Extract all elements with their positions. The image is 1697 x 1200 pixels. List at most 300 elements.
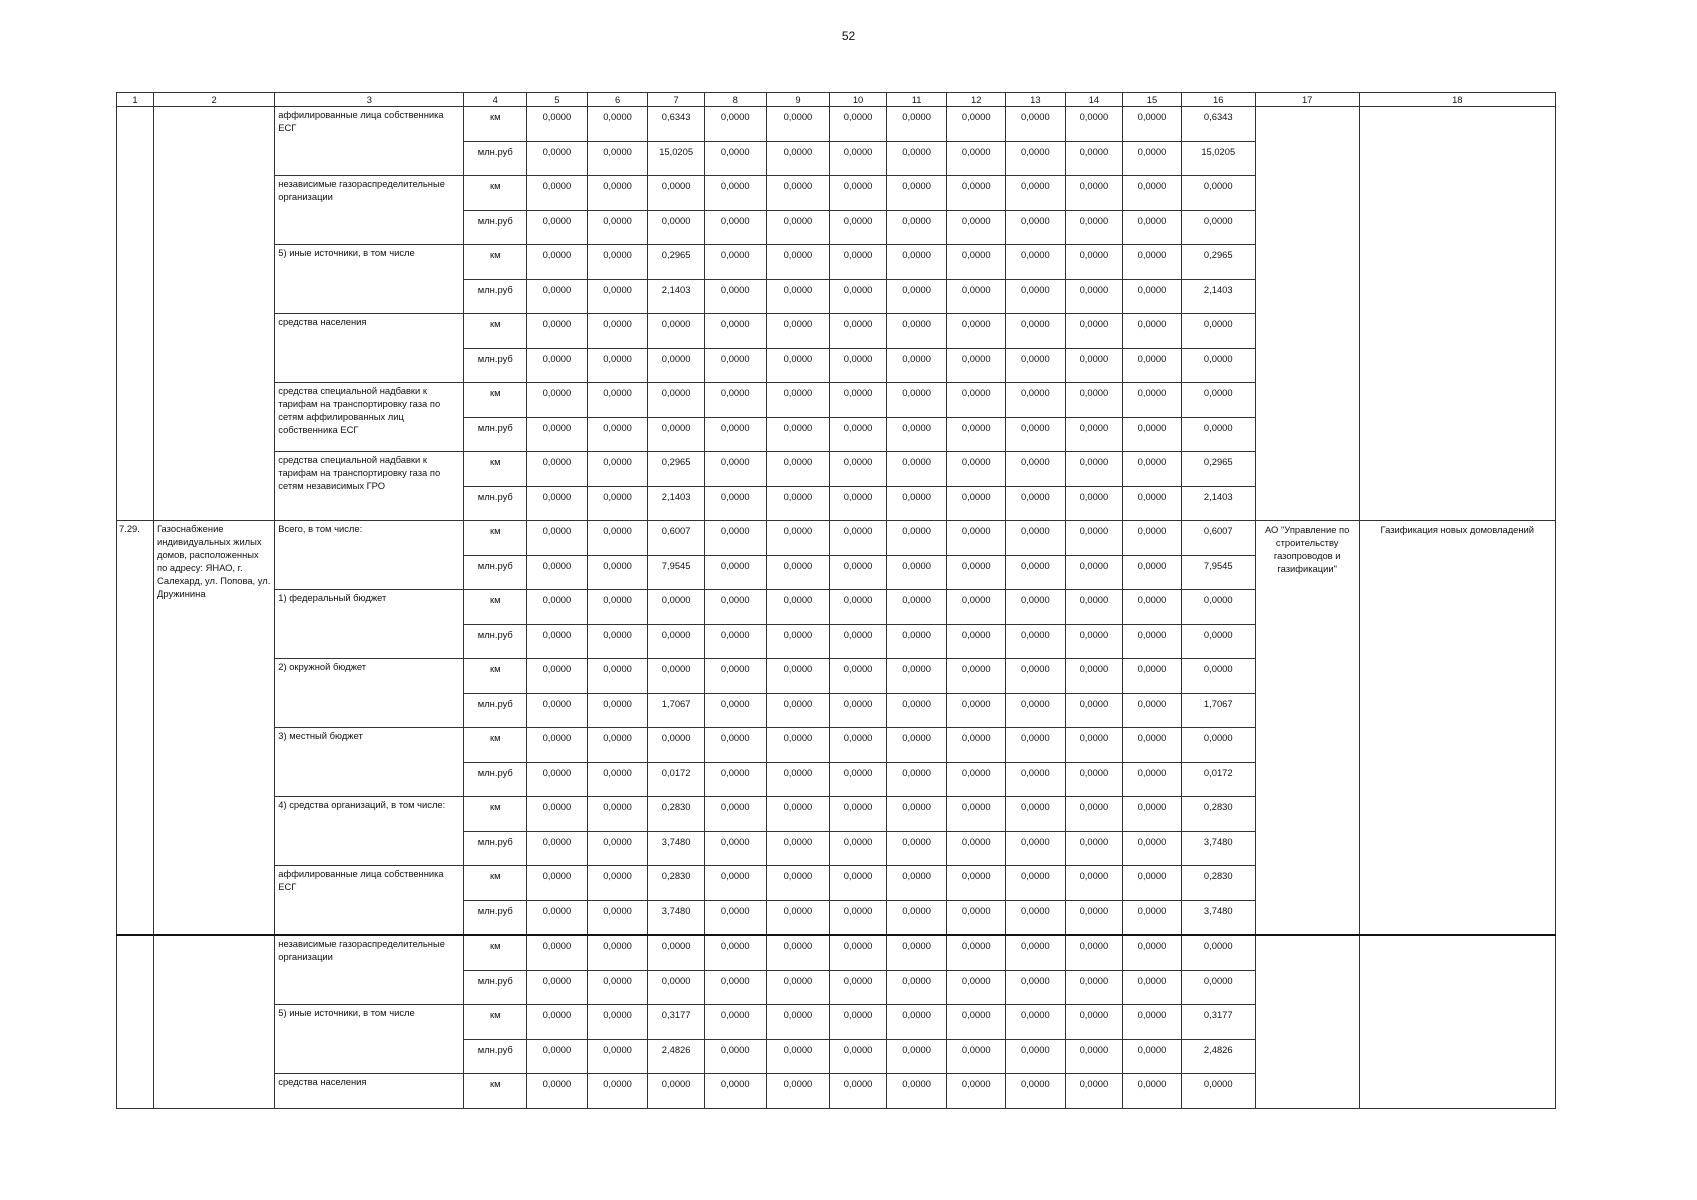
value-cell: 0,0000 (527, 418, 588, 452)
value-cell: 0,0000 (1006, 1074, 1066, 1109)
value-cell: 0,0000 (527, 797, 588, 832)
value-cell: 0,2965 (1181, 245, 1255, 280)
value-cell: 0,0000 (947, 314, 1006, 349)
unit-cell: млн.руб (464, 418, 527, 452)
value-cell: 0,0000 (830, 107, 887, 142)
value-cell: 0,0000 (704, 245, 766, 280)
value-cell: 0,0000 (587, 901, 648, 936)
value-cell: 0,0000 (648, 971, 705, 1005)
item-number-cell (117, 935, 154, 1109)
value-cell: 0,0000 (587, 694, 648, 728)
value-cell: 0,0000 (1006, 383, 1066, 418)
value-cell: 0,6007 (1181, 521, 1255, 556)
value-cell: 0,0000 (886, 418, 947, 452)
unit-cell: км (464, 452, 527, 487)
value-cell: 0,0000 (886, 763, 947, 797)
value-cell: 3,7480 (1181, 832, 1255, 866)
value-cell: 0,0000 (1181, 728, 1255, 763)
value-cell: 0,0000 (1123, 590, 1182, 625)
value-cell: 0,0000 (704, 625, 766, 659)
value-cell: 0,0000 (1123, 383, 1182, 418)
value-cell: 0,0000 (830, 349, 887, 383)
value-cell: 0,0000 (886, 314, 947, 349)
value-cell: 2,4826 (1181, 1040, 1255, 1074)
executor-cell (1255, 935, 1359, 1109)
value-cell: 0,0000 (648, 349, 705, 383)
unit-cell: млн.руб (464, 901, 527, 936)
value-cell: 0,0000 (587, 1005, 648, 1040)
value-cell: 0,0000 (587, 556, 648, 590)
value-cell: 0,0000 (1123, 176, 1182, 211)
value-cell: 0,0000 (704, 1074, 766, 1109)
value-cell: 0,0000 (648, 728, 705, 763)
value-cell: 0,0000 (1006, 176, 1066, 211)
value-cell: 0,0000 (1123, 521, 1182, 556)
value-cell: 0,0000 (527, 314, 588, 349)
value-cell: 0,0000 (527, 935, 588, 971)
value-cell: 0,0000 (587, 245, 648, 280)
value-cell: 0,0000 (1065, 211, 1123, 245)
value-cell: 0,0000 (766, 694, 830, 728)
value-cell: 0,0000 (1006, 971, 1066, 1005)
value-cell: 0,0000 (1065, 1005, 1123, 1040)
value-cell: 0,0000 (1123, 694, 1182, 728)
value-cell: 0,0000 (704, 797, 766, 832)
column-number-header: 2 (154, 93, 275, 107)
unit-cell: км (464, 1074, 527, 1109)
value-cell: 0,0000 (527, 590, 588, 625)
funding-source-label: 2) окружной бюджет (275, 659, 464, 728)
unit-cell: км (464, 590, 527, 625)
value-cell: 0,0000 (704, 728, 766, 763)
value-cell: 0,0000 (947, 349, 1006, 383)
value-cell: 0,0000 (766, 521, 830, 556)
unit-cell: км (464, 107, 527, 142)
value-cell: 0,0000 (1006, 245, 1066, 280)
value-cell: 2,4826 (648, 1040, 705, 1074)
value-cell: 0,0000 (527, 521, 588, 556)
value-cell: 0,0000 (886, 728, 947, 763)
value-cell: 0,0000 (648, 1074, 705, 1109)
unit-cell: км (464, 866, 527, 901)
value-cell: 0,0000 (704, 142, 766, 176)
value-cell: 0,0000 (886, 211, 947, 245)
value-cell: 0,0000 (886, 694, 947, 728)
value-cell: 0,0000 (1065, 971, 1123, 1005)
unit-cell: км (464, 383, 527, 418)
value-cell: 0,0000 (1065, 728, 1123, 763)
value-cell: 0,0000 (1065, 797, 1123, 832)
value-cell: 0,0000 (527, 901, 588, 936)
column-number-header: 14 (1065, 93, 1123, 107)
value-cell: 0,0000 (587, 452, 648, 487)
value-cell: 0,2830 (648, 797, 705, 832)
value-cell: 0,0000 (527, 142, 588, 176)
value-cell: 0,0000 (947, 1005, 1006, 1040)
value-cell: 0,2830 (1181, 797, 1255, 832)
value-cell: 0,0000 (1065, 383, 1123, 418)
investment-program-table (116, 92, 1556, 1109)
value-cell: 0,0000 (1123, 935, 1182, 971)
value-cell: 0,0000 (947, 728, 1006, 763)
value-cell: 0,0000 (886, 901, 947, 936)
value-cell: 0,0000 (830, 176, 887, 211)
value-cell: 0,0000 (527, 1074, 588, 1109)
table-row (117, 935, 1556, 971)
value-cell: 0,6343 (648, 107, 705, 142)
value-cell: 0,0000 (1065, 1074, 1123, 1109)
value-cell: 0,0000 (766, 590, 830, 625)
value-cell: 0,0000 (587, 280, 648, 314)
value-cell: 0,0000 (648, 590, 705, 625)
value-cell: 0,0000 (886, 176, 947, 211)
value-cell: 0,0000 (947, 245, 1006, 280)
value-cell: 0,0000 (830, 866, 887, 901)
funding-source-label: независимые газораспределительные организации (275, 176, 464, 245)
value-cell: 0,0000 (1123, 832, 1182, 866)
value-cell: 0,0000 (947, 418, 1006, 452)
value-cell: 0,0000 (830, 314, 887, 349)
value-cell: 0,0000 (1181, 314, 1255, 349)
value-cell: 0,0000 (1123, 280, 1182, 314)
value-cell: 0,0000 (1006, 280, 1066, 314)
value-cell: 0,0000 (1123, 245, 1182, 280)
unit-cell: км (464, 728, 527, 763)
funding-source-label: аффилированные лица собственника ЕСГ (275, 107, 464, 176)
value-cell: 0,0000 (766, 107, 830, 142)
column-number-header: 11 (886, 93, 947, 107)
value-cell: 0,0000 (766, 487, 830, 521)
value-cell: 0,0000 (830, 211, 887, 245)
value-cell: 0,0000 (830, 418, 887, 452)
value-cell: 0,0000 (704, 935, 766, 971)
value-cell: 0,0000 (587, 728, 648, 763)
value-cell: 0,0000 (1065, 107, 1123, 142)
value-cell: 0,0000 (1006, 832, 1066, 866)
value-cell: 0,0000 (886, 797, 947, 832)
value-cell: 0,0000 (947, 1040, 1006, 1074)
value-cell: 0,0000 (527, 866, 588, 901)
value-cell: 0,0000 (947, 107, 1006, 142)
funding-source-label: средства населения (275, 314, 464, 383)
value-cell: 3,7480 (648, 901, 705, 936)
value-cell: 0,0000 (1065, 694, 1123, 728)
value-cell: 15,0205 (648, 142, 705, 176)
table-row (117, 521, 1556, 556)
value-cell: 0,0000 (527, 280, 588, 314)
value-cell: 0,0000 (947, 383, 1006, 418)
value-cell: 0,0000 (766, 1074, 830, 1109)
value-cell: 1,7067 (648, 694, 705, 728)
value-cell: 0,0000 (830, 935, 887, 971)
value-cell: 0,0000 (1065, 280, 1123, 314)
item-title-cell (154, 107, 275, 521)
value-cell: 0,0000 (886, 866, 947, 901)
value-cell: 0,0000 (587, 1074, 648, 1109)
value-cell: 0,0000 (1065, 866, 1123, 901)
value-cell: 0,0000 (587, 659, 648, 694)
value-cell: 0,0000 (527, 487, 588, 521)
value-cell: 0,0000 (587, 142, 648, 176)
value-cell: 0,0000 (587, 625, 648, 659)
funding-source-label: средства специальной надбавки к тарифам на транспортировку газа по сетям независимых ГРО (275, 452, 464, 521)
value-cell: 0,0000 (1006, 763, 1066, 797)
value-cell: 0,0000 (766, 556, 830, 590)
column-number-header: 5 (527, 93, 588, 107)
value-cell: 0,0000 (830, 1005, 887, 1040)
value-cell: 0,0000 (1123, 142, 1182, 176)
value-cell: 0,0000 (766, 349, 830, 383)
funding-source-label: 4) средства организаций, в том числе: (275, 797, 464, 866)
purpose-cell: Газификация новых домовладений (1359, 521, 1555, 936)
value-cell: 0,0000 (766, 763, 830, 797)
value-cell: 0,0000 (830, 383, 887, 418)
value-cell: 0,0000 (947, 901, 1006, 936)
value-cell: 0,0000 (947, 452, 1006, 487)
value-cell: 0,0000 (1123, 211, 1182, 245)
value-cell: 0,0000 (1123, 1005, 1182, 1040)
value-cell: 0,0000 (1006, 694, 1066, 728)
value-cell: 0,0000 (704, 452, 766, 487)
value-cell: 0,0000 (587, 866, 648, 901)
value-cell: 0,0000 (886, 935, 947, 971)
value-cell: 0,0000 (1065, 659, 1123, 694)
value-cell: 0,0000 (766, 832, 830, 866)
value-cell: 0,0000 (766, 142, 830, 176)
value-cell: 0,0000 (947, 797, 1006, 832)
column-number-header: 17 (1255, 93, 1359, 107)
value-cell: 0,0000 (1123, 971, 1182, 1005)
value-cell: 0,0000 (886, 1040, 947, 1074)
value-cell: 0,0000 (587, 797, 648, 832)
item-title-cell (154, 935, 275, 1109)
value-cell: 0,0000 (947, 521, 1006, 556)
value-cell: 0,0000 (648, 625, 705, 659)
value-cell: 0,0000 (1123, 1074, 1182, 1109)
value-cell: 0,0000 (830, 142, 887, 176)
value-cell: 0,0000 (648, 211, 705, 245)
value-cell: 0,0000 (648, 418, 705, 452)
value-cell: 0,2965 (1181, 452, 1255, 487)
unit-cell: млн.руб (464, 211, 527, 245)
value-cell: 0,0000 (947, 1074, 1006, 1109)
value-cell: 0,0000 (1065, 452, 1123, 487)
value-cell: 0,0000 (704, 280, 766, 314)
value-cell: 0,0000 (886, 1074, 947, 1109)
value-cell: 0,0000 (1065, 245, 1123, 280)
value-cell: 0,0000 (1065, 556, 1123, 590)
value-cell: 0,0000 (947, 971, 1006, 1005)
value-cell: 0,0000 (1065, 349, 1123, 383)
value-cell: 0,0000 (830, 280, 887, 314)
value-cell: 0,0000 (1181, 176, 1255, 211)
value-cell: 0,0000 (830, 832, 887, 866)
value-cell: 0,0000 (766, 659, 830, 694)
value-cell: 0,6007 (648, 521, 705, 556)
value-cell: 0,0000 (886, 521, 947, 556)
value-cell: 15,0205 (1181, 142, 1255, 176)
value-cell: 0,0000 (587, 763, 648, 797)
value-cell: 0,0000 (830, 521, 887, 556)
column-number-header: 12 (947, 93, 1006, 107)
value-cell: 2,1403 (1181, 280, 1255, 314)
value-cell: 0,0000 (886, 280, 947, 314)
value-cell: 0,0000 (587, 590, 648, 625)
value-cell: 2,1403 (1181, 487, 1255, 521)
column-number-header: 8 (704, 93, 766, 107)
value-cell: 0,0000 (527, 556, 588, 590)
value-cell: 0,0000 (766, 314, 830, 349)
value-cell: 0,0000 (648, 935, 705, 971)
value-cell: 0,0000 (704, 107, 766, 142)
value-cell: 0,0000 (766, 452, 830, 487)
value-cell: 0,0000 (1123, 349, 1182, 383)
value-cell: 0,0000 (704, 901, 766, 936)
value-cell: 0,0000 (830, 556, 887, 590)
value-cell: 0,0000 (704, 763, 766, 797)
value-cell: 0,0000 (766, 245, 830, 280)
value-cell: 0,0000 (527, 107, 588, 142)
unit-cell: млн.руб (464, 694, 527, 728)
value-cell: 0,0000 (830, 694, 887, 728)
value-cell: 0,2965 (648, 452, 705, 487)
value-cell: 0,0000 (1006, 901, 1066, 936)
value-cell: 0,0000 (886, 590, 947, 625)
value-cell: 0,0000 (1006, 211, 1066, 245)
value-cell: 0,0000 (1123, 728, 1182, 763)
value-cell: 0,0000 (1006, 935, 1066, 971)
value-cell: 0,0000 (947, 935, 1006, 971)
value-cell: 0,0000 (527, 971, 588, 1005)
value-cell: 0,0000 (587, 487, 648, 521)
value-cell: 0,0000 (1181, 971, 1255, 1005)
value-cell: 0,0000 (886, 245, 947, 280)
value-cell: 0,0000 (704, 971, 766, 1005)
value-cell: 0,0000 (947, 487, 1006, 521)
value-cell: 0,0000 (886, 971, 947, 1005)
value-cell: 0,0000 (704, 590, 766, 625)
value-cell: 0,0000 (1123, 797, 1182, 832)
value-cell: 0,0000 (766, 625, 830, 659)
value-cell: 0,0000 (1006, 797, 1066, 832)
value-cell: 0,0000 (1065, 935, 1123, 971)
value-cell: 0,0000 (527, 625, 588, 659)
value-cell: 0,0000 (527, 245, 588, 280)
value-cell: 0,0000 (886, 349, 947, 383)
funding-source-label: 3) местный бюджет (275, 728, 464, 797)
funding-source-label: аффилированные лица собственника ЕСГ (275, 866, 464, 936)
value-cell: 0,0000 (704, 521, 766, 556)
item-number-cell: 7.29. (117, 521, 154, 936)
value-cell: 0,0000 (587, 349, 648, 383)
value-cell: 0,0000 (1123, 487, 1182, 521)
value-cell: 0,0000 (766, 935, 830, 971)
value-cell: 0,0000 (527, 1040, 588, 1074)
value-cell: 0,0000 (1123, 314, 1182, 349)
value-cell: 0,0172 (648, 763, 705, 797)
value-cell: 0,0000 (947, 694, 1006, 728)
value-cell: 0,0000 (1006, 349, 1066, 383)
value-cell: 0,0000 (1006, 866, 1066, 901)
value-cell: 0,0000 (886, 452, 947, 487)
column-number-row (117, 93, 1556, 107)
executor-cell: АО "Управление по строительству газопроводов и газификации" (1255, 521, 1359, 936)
page-number: 52 (841, 29, 856, 43)
value-cell: 0,0000 (587, 521, 648, 556)
value-cell: 0,0000 (704, 1040, 766, 1074)
funding-source-label: независимые газораспределительные организации (275, 935, 464, 1005)
value-cell: 0,2965 (648, 245, 705, 280)
value-cell: 0,0000 (1006, 1005, 1066, 1040)
column-number-header: 3 (275, 93, 464, 107)
value-cell: 0,0000 (648, 659, 705, 694)
value-cell: 0,0000 (527, 349, 588, 383)
column-number-header: 6 (587, 93, 648, 107)
value-cell: 0,0000 (704, 1005, 766, 1040)
value-cell: 0,0000 (1006, 452, 1066, 487)
value-cell: 0,0000 (830, 1040, 887, 1074)
value-cell: 0,0000 (947, 556, 1006, 590)
funding-source-label: средства специальной надбавки к тарифам на транспортировку газа по сетям аффилированных лиц собственника ЕСГ (275, 383, 464, 452)
funding-source-label: средства населения (275, 1074, 464, 1109)
value-cell: 0,0000 (1065, 487, 1123, 521)
value-cell: 0,0000 (886, 556, 947, 590)
value-cell: 0,2830 (648, 866, 705, 901)
value-cell: 0,0000 (704, 314, 766, 349)
value-cell: 0,0000 (1065, 832, 1123, 866)
value-cell: 0,0000 (1006, 728, 1066, 763)
value-cell: 0,0000 (704, 556, 766, 590)
unit-cell: км (464, 1005, 527, 1040)
value-cell: 0,0000 (527, 452, 588, 487)
value-cell: 0,0000 (1181, 625, 1255, 659)
value-cell: 0,0000 (886, 487, 947, 521)
value-cell: 7,9545 (648, 556, 705, 590)
value-cell: 0,0000 (886, 142, 947, 176)
value-cell: 0,0000 (1123, 866, 1182, 901)
value-cell: 0,0000 (947, 590, 1006, 625)
value-cell: 0,0000 (704, 176, 766, 211)
value-cell: 0,0000 (1006, 590, 1066, 625)
value-cell: 0,0000 (704, 487, 766, 521)
value-cell: 0,0000 (830, 797, 887, 832)
value-cell: 0,0000 (587, 418, 648, 452)
value-cell: 0,0000 (947, 280, 1006, 314)
value-cell: 0,0000 (830, 1074, 887, 1109)
value-cell: 0,0000 (886, 107, 947, 142)
value-cell: 0,0000 (1181, 935, 1255, 971)
value-cell: 0,0000 (1006, 556, 1066, 590)
value-cell: 0,0000 (947, 142, 1006, 176)
value-cell: 0,0000 (766, 383, 830, 418)
executor-cell (1255, 107, 1359, 521)
value-cell: 0,0000 (1123, 625, 1182, 659)
column-number-header: 18 (1359, 93, 1555, 107)
value-cell: 0,0000 (704, 659, 766, 694)
value-cell: 3,7480 (648, 832, 705, 866)
funding-source-label: Всего, в том числе: (275, 521, 464, 590)
value-cell: 0,0000 (766, 971, 830, 1005)
unit-cell: км (464, 176, 527, 211)
value-cell: 0,0000 (1181, 418, 1255, 452)
value-cell: 0,0000 (830, 728, 887, 763)
value-cell: 0,0000 (830, 487, 887, 521)
value-cell: 0,0000 (527, 694, 588, 728)
value-cell: 0,0000 (766, 418, 830, 452)
unit-cell: млн.руб (464, 832, 527, 866)
value-cell: 0,0000 (766, 1005, 830, 1040)
value-cell: 0,0000 (648, 314, 705, 349)
